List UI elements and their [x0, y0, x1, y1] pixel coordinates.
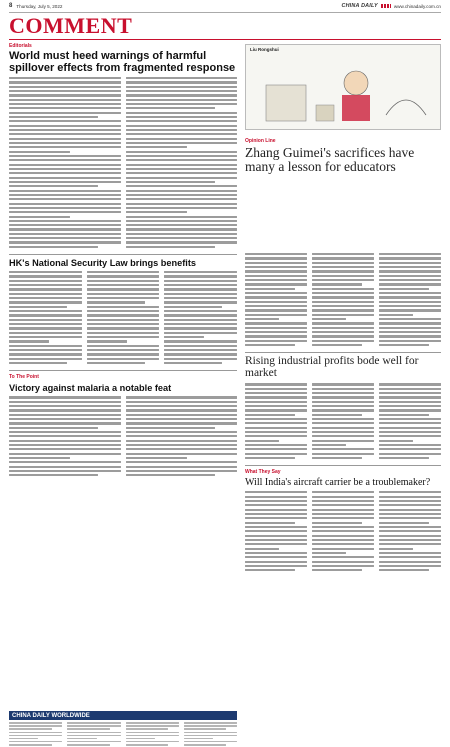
malaria-headline: Victory against malaria a notable feat [9, 383, 172, 394]
what-they-say-tag: What They Say [245, 469, 281, 476]
editorial-body [9, 77, 237, 250]
cartoon-drawing-icon [246, 45, 442, 131]
page-number: 8 [9, 3, 13, 9]
rising-profits-headline: Rising industrial profits bode well for market [245, 355, 419, 380]
rising-body [245, 383, 441, 461]
opinion-headline: Zhang Guimei's sacrifices have many a lesson for educators [245, 145, 415, 174]
footer-title: CHINA DAILY WORLDWIDE [9, 711, 237, 720]
opinion-tag: Opinion Line [245, 138, 276, 144]
footer-worldwide [9, 711, 237, 747]
malaria-body [9, 396, 237, 478]
top-bar [9, 0, 441, 13]
logo-dots-icon [381, 4, 391, 8]
section-title: COMMENT [9, 13, 133, 38]
hk-headline: HK's National Security Law brings benefits [9, 258, 196, 269]
hk-body [9, 271, 237, 366]
cartoon-byline: Liu Rongshui [250, 47, 279, 52]
left-column [9, 40, 237, 250]
opinion-body [245, 253, 441, 348]
right-column [245, 40, 441, 250]
to-the-point-tag: To The Point [9, 374, 39, 381]
cartoon-illustration [245, 44, 441, 130]
website-url: www.chinadaily.com.cn [393, 3, 441, 9]
section-masthead [9, 13, 441, 40]
aircraft-body [245, 491, 441, 573]
issue-date: Thursday, July 5, 2022 [16, 3, 63, 9]
china-daily-logo: CHINA DAILY [341, 3, 378, 9]
editorial-headline: World must heed warnings of harmful spillover effects from fragmented response [9, 50, 236, 74]
editorials-tag: Editorials [9, 43, 32, 49]
aircraft-headline: Will India's aircraft carrier be a troublemaker? [245, 477, 431, 489]
